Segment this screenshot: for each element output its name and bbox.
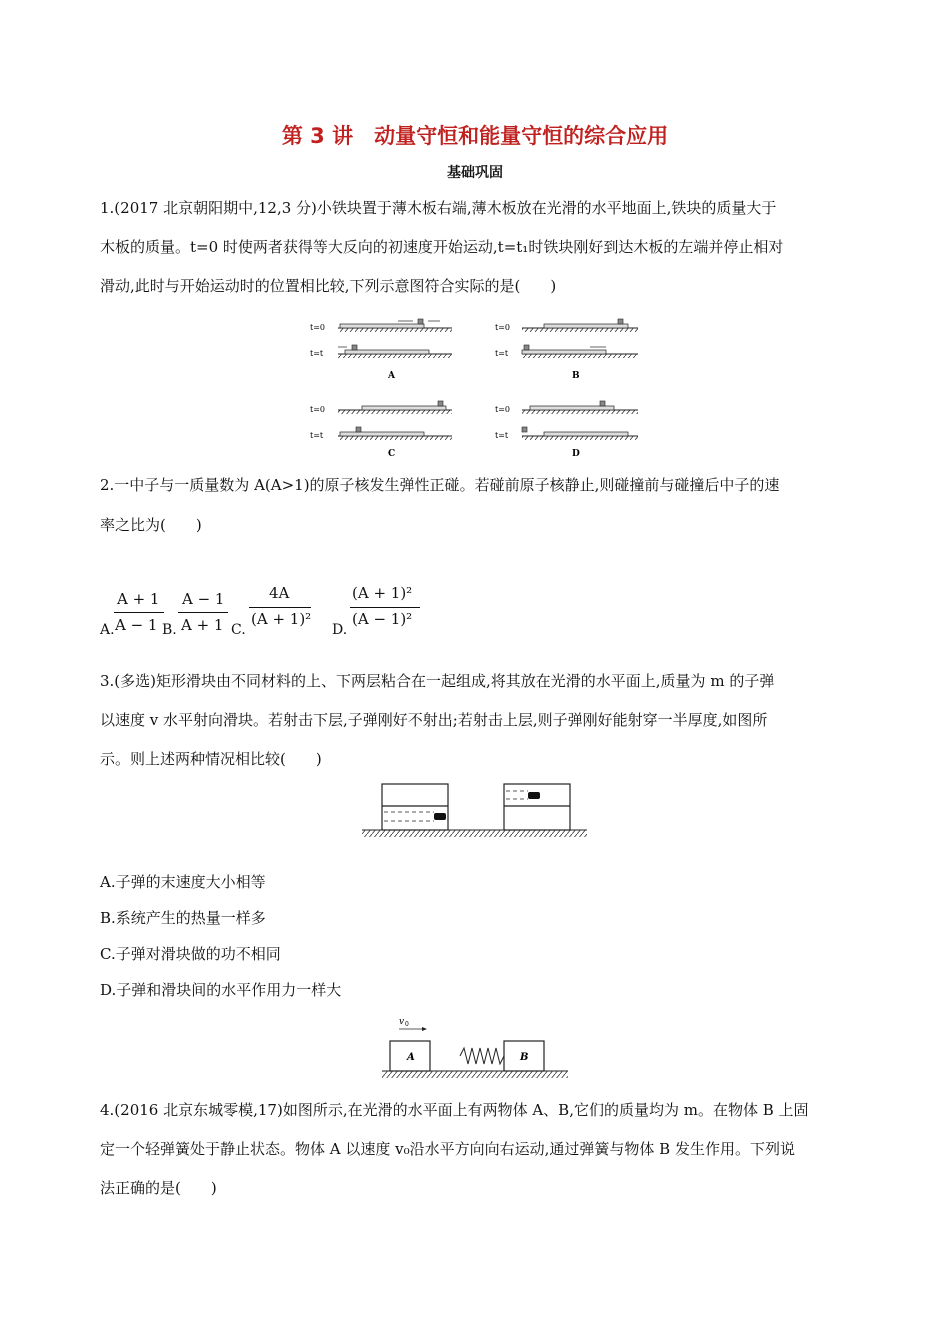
numerator: (A + 1)² bbox=[352, 584, 413, 602]
panel-a bbox=[310, 319, 452, 381]
option-a-label: A bbox=[388, 371, 395, 381]
question-4 bbox=[100, 1099, 860, 1209]
q4-line: 法正确的是( ) bbox=[100, 1179, 217, 1197]
block-upper-shot bbox=[504, 784, 570, 830]
denominator: A − 1 bbox=[115, 616, 158, 634]
block-a-label: A bbox=[407, 1052, 415, 1063]
q2-options bbox=[100, 582, 500, 642]
t0-label: t=0 bbox=[310, 405, 326, 414]
q3-line: 以速度 v 水平射向滑块。若射击下层,子弹刚好不射出;若射击上层,则子弹刚好能射穿一半厚度,如图所 bbox=[100, 711, 768, 729]
q3-line: 3.(多选)矩形滑块由不同材料的上、下两层粘合在一起组成,将其放在光滑的水平面上,质量为 m 的子弹 bbox=[100, 672, 775, 690]
question-1 bbox=[100, 197, 860, 307]
denominator: (A − 1)² bbox=[352, 610, 413, 628]
q1-figure bbox=[300, 308, 650, 458]
option-d-label: D bbox=[572, 449, 580, 458]
q3-option-d[interactable]: D.子弹和滑块间的水平作用力一样大 bbox=[100, 981, 342, 999]
panel-d bbox=[495, 401, 638, 458]
t0-label: t=0 bbox=[495, 323, 511, 332]
q1-line: 木板的质量。t=0 时使两者获得等大反向的初速度开始运动,t=t₁时铁块刚好到达木板的左端并停止相对 bbox=[100, 238, 784, 256]
q1-line: 1.(2017 北京朝阳期中,12,3 分)小铁块置于薄木板右端,薄木板放在光滑的水平地面上,铁块的质量大于 bbox=[100, 199, 777, 217]
question-3 bbox=[100, 670, 860, 780]
v0-label: v bbox=[399, 1017, 405, 1027]
t1-label: t=t bbox=[310, 349, 324, 358]
q4-line: 定一个轻弹簧处于静止状态。物体 A 以速度 v₀沿水平方向向右运动,通过弹簧与物体 B 发生作用。下列说 bbox=[100, 1140, 795, 1158]
q3-option-a[interactable]: A.子弹的末速度大小相等 bbox=[100, 873, 266, 891]
numerator: A + 1 bbox=[117, 590, 160, 608]
denominator: A + 1 bbox=[181, 616, 224, 634]
panel-c bbox=[310, 401, 452, 458]
question-2 bbox=[100, 474, 860, 544]
numerator: A − 1 bbox=[182, 590, 225, 608]
q3-figure bbox=[362, 780, 592, 842]
page-title: 第 3 讲 动量守恒和能量守恒的综合应用 bbox=[281, 124, 669, 148]
option-label: A. bbox=[100, 622, 115, 638]
q3-option-c[interactable]: C.子弹对滑块做的功不相同 bbox=[100, 945, 281, 963]
section-title: 基础巩固 bbox=[447, 165, 503, 181]
t0-label: t=0 bbox=[495, 405, 511, 414]
v0-subscript: 0 bbox=[405, 1021, 409, 1028]
option-b-label: B bbox=[572, 371, 580, 381]
denominator: (A + 1)² bbox=[251, 610, 312, 628]
panel-b bbox=[495, 319, 638, 381]
q4-line: 4.(2016 北京东城零模,17)如图所示,在光滑的水平面上有两物体 A、B,它们的质量均为 m。在物体 B 上固 bbox=[100, 1101, 809, 1119]
t0-label: t=0 bbox=[310, 323, 326, 332]
option-label: B. bbox=[162, 622, 177, 638]
option-label: D. bbox=[332, 622, 348, 638]
q2-line: 2.一中子与一质量数为 A(A>1)的原子核发生弹性正碰。若碰前原子核静止,则碰撞前与碰撞后中子的速 bbox=[100, 476, 780, 494]
block-lower-shot bbox=[382, 784, 448, 830]
option-c-label: C bbox=[388, 449, 396, 458]
option-label: C. bbox=[231, 622, 246, 638]
q3-option-b[interactable]: B.系统产生的热量一样多 bbox=[100, 909, 266, 927]
q2-line: 率之比为( ) bbox=[100, 516, 202, 534]
numerator: 4A bbox=[269, 584, 290, 602]
q1-line: 滑动,此时与开始运动时的位置相比较,下列示意图符合实际的是( ) bbox=[100, 277, 557, 295]
block-b-label: B bbox=[520, 1052, 529, 1063]
t1-label: t=t bbox=[310, 431, 324, 440]
t1-label: t=t bbox=[495, 349, 509, 358]
t1-label: t=t bbox=[495, 431, 509, 440]
q3-line: 示。则上述两种情况相比较( ) bbox=[100, 750, 322, 768]
q4-figure bbox=[380, 1014, 570, 1080]
